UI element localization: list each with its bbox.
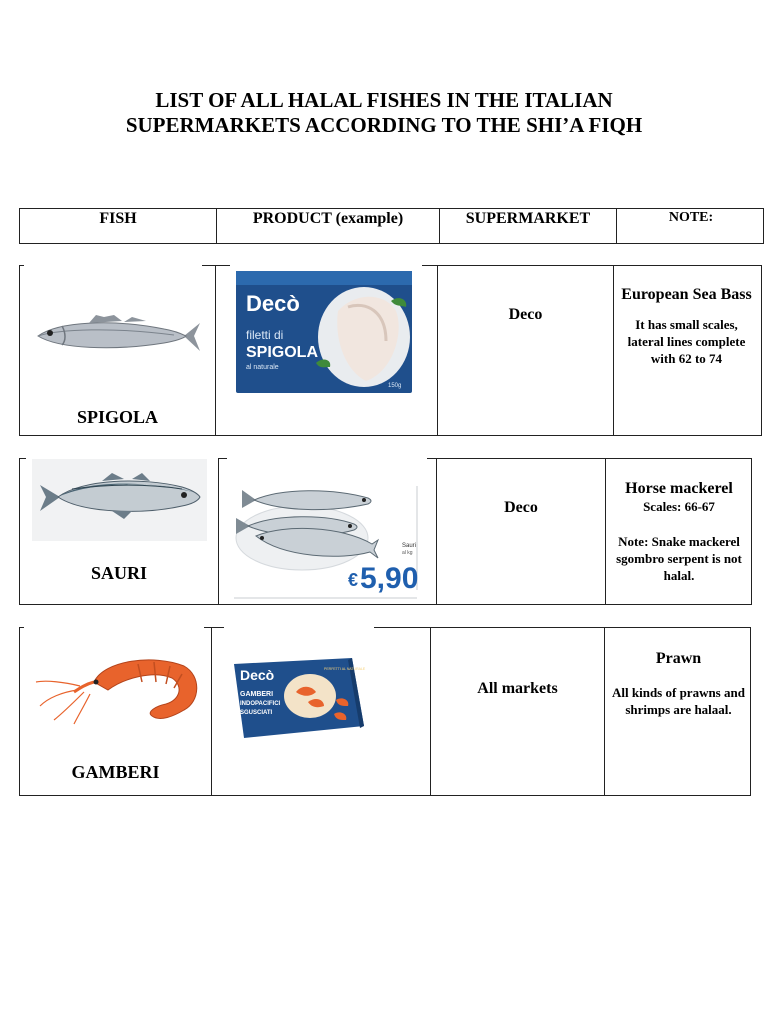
sea-bass-icon <box>34 311 202 361</box>
supermarket-name: Deco <box>508 306 543 323</box>
document-title <box>0 88 768 138</box>
prawn-icon <box>34 652 202 726</box>
title-line-1: LIST OF ALL HALAL FISHES IN THE ITALIAN <box>155 88 613 112</box>
divider <box>437 266 438 435</box>
product-pack-gamberi <box>232 656 366 742</box>
pack-line-1: filetti di <box>246 328 284 342</box>
pack-line-3: al naturale <box>246 364 279 371</box>
photo-overlap <box>24 265 202 267</box>
pack-brand: Decò <box>240 667 275 683</box>
header-supermarket: SUPERMARKET <box>465 210 591 227</box>
pack-unit: al kg <box>402 550 413 556</box>
header-fish: FISH <box>99 210 137 227</box>
divider <box>605 459 606 604</box>
header-row <box>19 208 764 244</box>
title-line-2: SUPERMARKETS ACCORDING TO THE SHI’A FIQH <box>125 113 643 137</box>
fish-name: GAMBERI <box>71 762 160 782</box>
divider <box>613 266 614 435</box>
photo-overlap <box>24 627 204 629</box>
supermarket-name: All markets <box>477 680 558 697</box>
photo-overlap <box>227 458 427 460</box>
table-row-gamberi <box>19 627 751 796</box>
photo-overlap <box>224 627 374 629</box>
pack-tag: PERFETTI AL NATURALE <box>324 667 366 671</box>
divider <box>436 459 437 604</box>
divider <box>218 459 219 604</box>
pack-brand: Decò <box>246 291 300 316</box>
pack-price-symbol: € <box>348 570 359 590</box>
note-cell <box>610 479 748 584</box>
mackerel-icon <box>32 459 207 541</box>
divider <box>211 628 212 795</box>
header-product: PRODUCT (example) <box>252 210 404 227</box>
header-note: NOTE: <box>668 210 714 225</box>
supermarket-name: Deco <box>504 499 538 516</box>
note-body: It has small scales, lateral lines complete with 62 to 74 <box>627 317 746 366</box>
pack-price: 5,90 <box>360 562 419 595</box>
note-cell <box>610 649 747 718</box>
table-row-spigola <box>19 265 762 436</box>
pack-line-1: GAMBERI <box>240 691 274 698</box>
fish-name: SPIGOLA <box>76 407 159 427</box>
pack-label: Sauri <box>402 543 417 549</box>
divider <box>604 628 605 795</box>
product-pack-sauri <box>232 474 428 604</box>
note-title: Horse mackerel <box>625 480 733 497</box>
product-pack-spigola <box>236 271 412 393</box>
photo-overlap <box>230 265 422 267</box>
note-body: All kinds of prawns and shrimps are halaal. <box>612 685 745 717</box>
divider <box>430 628 431 795</box>
table-row-sauri <box>19 458 752 605</box>
note-title: European Sea Bass <box>621 286 752 303</box>
note-cell <box>620 285 753 367</box>
pack-line-2: SPIGOLA <box>246 344 319 361</box>
note-sub: Scales: 66-67 <box>643 499 715 514</box>
note-body: Note: Snake mackerel sgombro serpent is not halal. <box>616 534 742 583</box>
pack-line-3: SGUSCIATI <box>240 710 273 716</box>
fish-name: SAURI <box>90 563 147 583</box>
pack-line-2: INDOPACIFICI <box>240 701 281 707</box>
pack-weight: 150g <box>388 383 402 389</box>
divider <box>215 266 216 435</box>
note-title: Prawn <box>655 650 702 667</box>
